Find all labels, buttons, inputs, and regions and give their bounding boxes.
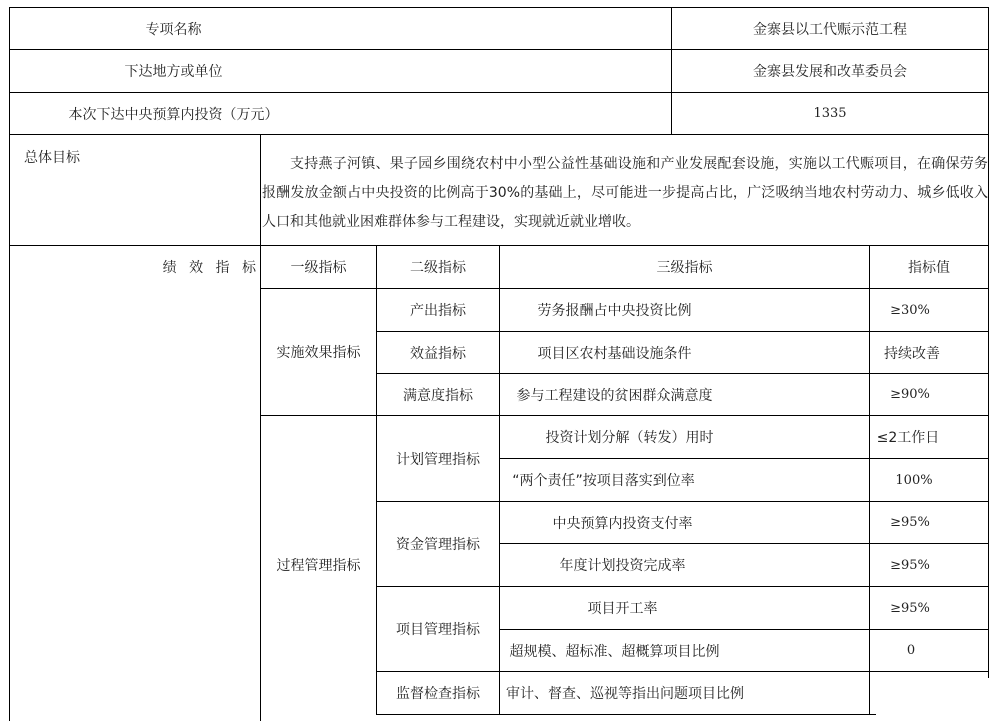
level2-output: 产出指标: [410, 303, 466, 319]
level3-item: 投资计划分解（转发）用时: [545, 430, 714, 446]
issued-unit-value: 金寨县发展和改革委员会: [753, 64, 907, 80]
level3-item: 中央预算内投资支付率: [552, 515, 693, 532]
indicator-value: 100%: [895, 472, 933, 488]
level2-project-management: 项目管理指标: [396, 622, 480, 638]
issued-unit-label: 下达地方或单位: [124, 64, 223, 80]
level3-item: 参与工程建设的贫困群众满意度: [516, 387, 713, 404]
indicator-value: ≤2工作日: [876, 430, 940, 446]
level1-process-management: 过程管理指标: [276, 558, 361, 574]
header-level3: 三级指标: [656, 260, 713, 276]
performance-indicators-label: 绩 效 指 标: [162, 260, 260, 276]
level3-item: 年度计划投资完成率: [559, 558, 686, 574]
grid-line: [376, 714, 876, 715]
header-level2: 二级指标: [410, 260, 466, 276]
investment-label: 本次下达中央预算内投资（万元）: [68, 106, 279, 123]
investment-value: 1335: [813, 106, 847, 121]
level2-satisfaction: 满意度指标: [403, 387, 473, 404]
grid-line: [988, 7, 989, 678]
level2-benefit: 效益指标: [410, 345, 466, 362]
project-name-value: 金寨县以工代赈示范工程: [753, 21, 907, 38]
overall-goal-label: 总体目标: [24, 150, 80, 166]
indicator-value: ≥95%: [890, 557, 930, 573]
grid-line: [9, 134, 989, 135]
overall-goal-text: 支持燕子河镇、果子园乡围绕农村中小型公益性基础设施和产业发展配套设施，实施以工代赈项目，在确保劳务报酬发放金额占中央投资的比例高于30%的基础上，尽可能进一步提高占比，广泛吸纳当地农村劳动力、城乡低收入人口和其他就业困难群体参与工程建设，实现就近就业增收。: [262, 156, 988, 230]
header-value: 指标值: [908, 260, 950, 276]
level2-supervision: 监督检查指标: [396, 686, 480, 702]
level1-implementation-effect: 实施效果指标: [276, 345, 361, 361]
level3-item: 审计、督查、巡视等指出问题项目比例: [506, 686, 744, 702]
indicator-value: 0: [906, 643, 916, 658]
level3-item: 劳务报酬占中央投资比例: [537, 303, 692, 319]
indicator-value: ≥90%: [890, 387, 930, 402]
indicator-value: ≥30%: [890, 302, 930, 318]
indicator-value: [870, 672, 952, 714]
project-name-label: 专项名称: [145, 21, 202, 38]
indicator-value: ≥95%: [890, 600, 930, 616]
header-level1: 一级指标: [290, 260, 347, 276]
level2-fund-management: 资金管理指标: [396, 537, 480, 553]
level2-plan-management: 计划管理指标: [396, 451, 480, 468]
level3-item: 项目区农村基础设施条件: [537, 345, 692, 362]
indicator-value: 持续改善: [884, 345, 940, 362]
level3-item: 项目开工率: [587, 601, 658, 617]
indicator-value: ≥95%: [890, 515, 930, 530]
level3-item: “两个责任”按项目落实到位率: [512, 473, 695, 489]
level3-item: 超规模、超标准、超概算项目比例: [509, 643, 720, 660]
